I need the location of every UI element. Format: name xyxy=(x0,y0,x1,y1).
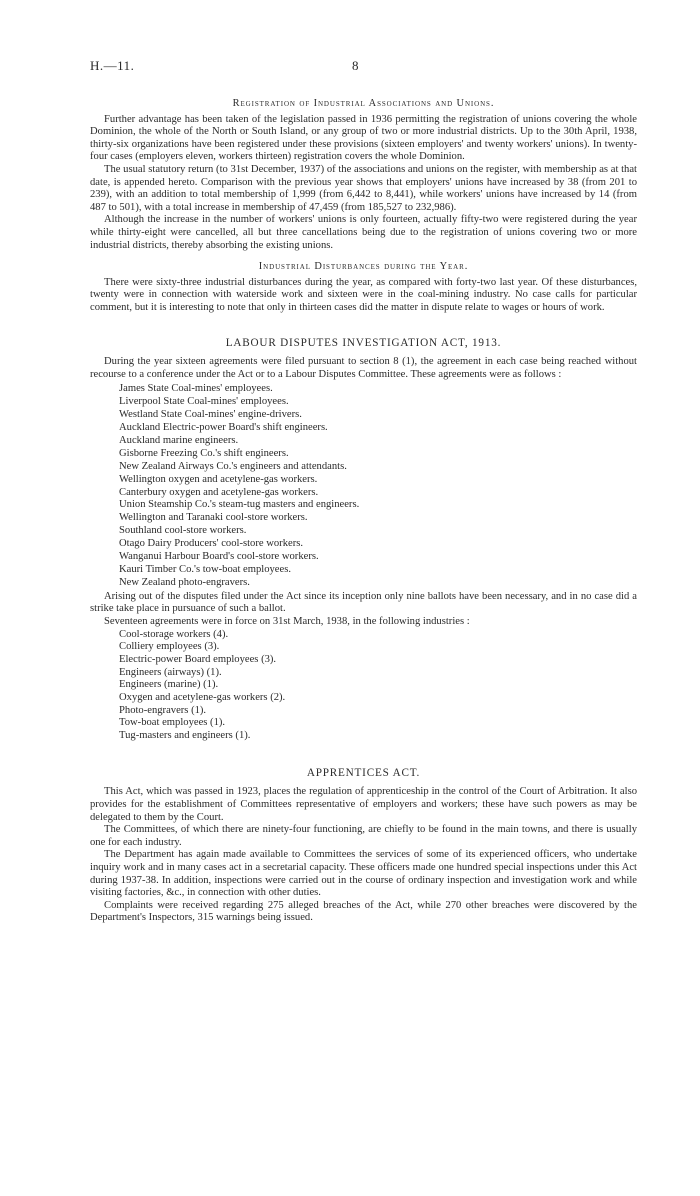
agreement-item: Kauri Timber Co.'s tow-boat employees. xyxy=(119,563,291,575)
page-number: 8 xyxy=(352,58,359,73)
agreements-in-force-paragraph: Seventeen agreements were in force on 31st March, 1938, in the following industries : xyxy=(104,615,470,627)
agreements-list xyxy=(90,383,637,590)
registration-section xyxy=(90,98,637,252)
industry-item: Oxygen and acetylene-gas workers (2). xyxy=(119,692,286,704)
disturbances-heading: Industrial Disturbances during the Year. xyxy=(258,261,469,273)
labour-disputes-section xyxy=(90,337,637,743)
industry-item: Electric-power Board employees (3). xyxy=(119,653,277,665)
page-header xyxy=(90,58,637,74)
labour-disputes-intro: During the year sixteen agreements were filed pursuant to section 8 (1), the agreement in each case being reached without recourse to a conference under the Act or to a Labour Disputes Committee. These agreements were as follows : xyxy=(90,356,637,380)
agreement-item: Canterbury oxygen and acetylene-gas workers. xyxy=(119,486,319,498)
ballots-paragraph: Arising out of the disputes filed under the Act since its inception only nine ballots have been necessary, and in no case did a strike take place in pursuance of such a ballot. xyxy=(90,590,637,615)
agreement-item: Gisborne Freezing Co.'s shift engineers. xyxy=(119,447,289,459)
agreement-item: New Zealand Airways Co.'s engineers and attendants. xyxy=(119,460,347,472)
registration-paragraph: The usual statutory return (to 31st December, 1937) of the associations and unions on the register, with membership as at that date, is appended hereto. Comparison with the previous year shows that employers' unions have increased by 38 (from 201 to 239), with an addition to total membership of 1,999 (from 6,442 to 8,441), while workers' unions have increased by 14 (from 487 to 501), with a total increase in membership of 47,459 (from 185,527 to 232,986). xyxy=(90,163,637,213)
industry-item: Cool-storage workers (4). xyxy=(119,628,229,640)
agreement-item: Union Steamship Co.'s steam-tug masters and engineers. xyxy=(119,499,360,511)
agreement-item: Wanganui Harbour Board's cool-store workers. xyxy=(119,551,319,563)
apprentices-paragraph: The Committees, of which there are ninety-four functioning, are chiefly to be found in the main towns, and there is usually one for each industry. xyxy=(90,824,637,848)
industry-item: Colliery employees (3). xyxy=(119,641,220,653)
apprentices-section xyxy=(90,767,637,925)
agreement-item: New Zealand photo-engravers. xyxy=(119,576,250,588)
labour-disputes-heading: LABOUR DISPUTES INVESTIGATION ACT, 1913. xyxy=(225,336,502,349)
agreement-item: Otago Dairy Producers' cool-store workers. xyxy=(119,538,304,550)
agreement-item: Wellington oxygen and acetylene-gas workers. xyxy=(119,473,318,485)
registration-paragraph: Further advantage has been taken of the legislation passed in 1936 permitting the registration of unions covering the whole Dominion, the whole of the North or South Island, or any group of two or more industrial districts. Up to the 30th April, 1938, thirty-six organizations have been registered under these provisions (sixteen employers' and twenty workers' unions). In twenty-four cases (employers eleven, workers thirteen) registration covers the whole Dominion. xyxy=(90,113,637,163)
agreement-item: Auckland Electric-power Board's shift engineers. xyxy=(119,422,328,433)
agreement-item: Southland cool-store workers. xyxy=(119,525,247,537)
page-reference: H.—11. xyxy=(90,58,135,73)
agreement-item: Auckland marine engineers. xyxy=(119,434,239,446)
agreement-item: Westland State Coal-mines' engine-drivers. xyxy=(119,409,302,421)
page-content xyxy=(90,98,637,925)
industries-list xyxy=(90,629,637,743)
apprentices-paragraph: The Department has again made available to Committees the services of some of its experienced officers, who undertake inquiry work and in many cases act in a secretarial capacity. These officers made one hundred special inspections under this Act during 1937-38. In addition, inspections were carried out in the course of ordinary inspection and investigation work and while visiting factories, &c., in connection with other duties. xyxy=(90,849,637,899)
apprentices-paragraph: Complaints were received regarding 275 alleged breaches of the Act, while 270 other breaches were discovered by the Department's Inspectors, 315 warnings being issued. xyxy=(90,899,637,924)
registration-heading: Registration of Industrial Associations and Unions. xyxy=(232,98,495,109)
agreement-item: James State Coal-mines' employees. xyxy=(119,383,273,395)
disturbances-paragraph: There were sixty-three industrial disturbances during the year, as compared with forty-two last year. Of these disturbances, twenty were in connection with waterside work and sixteen were in the coal-mining industry. No case calls for particular comment, but it is interesting to note that only in thirteen cases did the matter in dispute relate to wages or hours of work. xyxy=(90,276,637,313)
agreement-item: Wellington and Taranaki cool-store workers. xyxy=(119,512,308,524)
apprentices-paragraph: This Act, which was passed in 1923, places the regulation of apprenticeship in the control of the Court of Arbitration. It also provides for the establishment of Committees representative of employers and workers; these have such powers as may be delegated to them by the Court. xyxy=(90,786,637,823)
industry-item: Photo-engravers (1). xyxy=(119,704,207,716)
agreement-item: Liverpool State Coal-mines' employees. xyxy=(119,396,289,408)
apprentices-heading: APPRENTICES ACT. xyxy=(306,766,421,779)
registration-paragraph: Although the increase in the number of workers' unions is only fourteen, actually fifty-two were registered during the year while thirty-eight were cancelled, all but three cancellations being due to the registration of unions covering two or more industrial districts, thereby absorbing the existing unions. xyxy=(90,214,637,251)
industry-item: Tug-masters and engineers (1). xyxy=(119,730,251,742)
industry-item: Engineers (marine) (1). xyxy=(119,679,219,691)
disturbances-section xyxy=(90,261,637,314)
industry-item: Tow-boat employees (1). xyxy=(119,717,226,729)
industry-item: Engineers (airways) (1). xyxy=(119,666,222,678)
